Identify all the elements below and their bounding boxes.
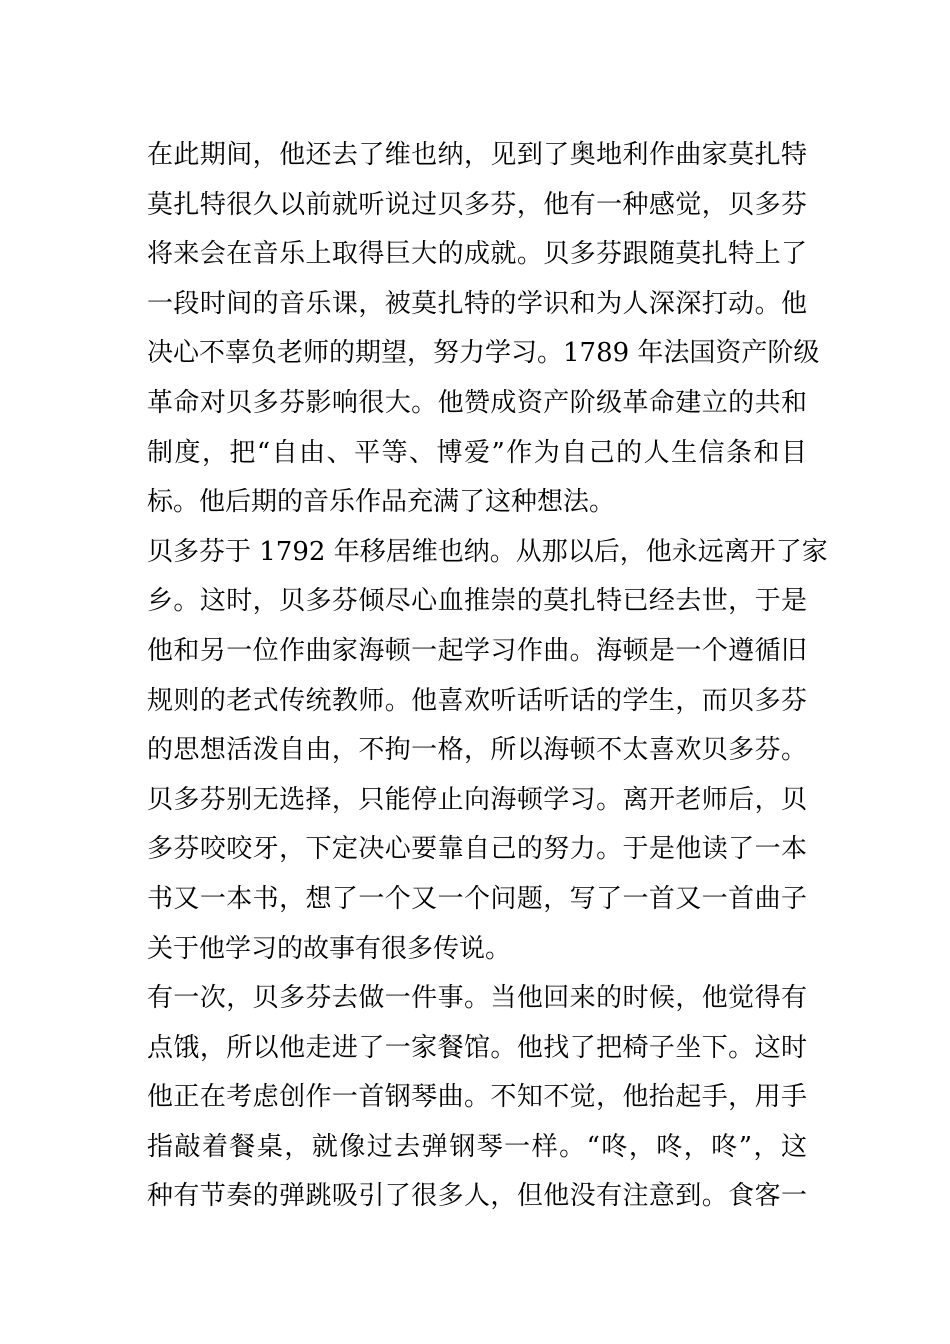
text-line: 标。他后期的音乐作品充满了这种想法。 (147, 487, 616, 518)
text-line: 贝多芬别无选择，只能停止向海顿学习。离开老师后，贝 (147, 784, 807, 815)
text-line: 莫扎特很久以前就听说过贝多芬，他有一种感觉，贝多芬 (147, 189, 807, 220)
text-line: 乡。这时，贝多芬倾尽心血推崇的莫扎特已经去世，于是 (147, 586, 807, 617)
text-line: 关于他学习的故事有很多传说。 (147, 933, 512, 964)
text-line: 一段时间的音乐课，被莫扎特的学识和为人深深打动。他 (147, 288, 807, 319)
text-line: 的思想活泼自由，不拘一格，所以海顿不太喜欢贝多芬。 (147, 735, 807, 766)
text-line: 书又一本书，想了一个又一个问题，写了一首又一首曲子 (147, 883, 807, 914)
text-line: 贝多芬于 1792 年移居维也纳。从那以后，他永远离开了家 (147, 536, 828, 567)
text-line: 规则的老式传统教师。他喜欢听话听话的学生，而贝多芬 (147, 685, 807, 716)
text-line: 制度，把“自由、平等、博爱”作为自己的人生信条和目 (147, 437, 807, 468)
paragraph-2 (147, 528, 828, 974)
paragraph-3 (147, 974, 807, 1222)
paragraph-1 (147, 131, 820, 528)
text-line: 他正在考虑创作一首钢琴曲。不知不觉，他抬起手，用手 (147, 1082, 807, 1113)
text-line: 将来会在音乐上取得巨大的成就。贝多芬跟随莫扎特上了 (147, 239, 807, 270)
body-text (147, 131, 828, 1222)
text-line: 决心不辜负老师的期望，努力学习。1789 年法国资产阶级 (147, 338, 820, 369)
text-line: 指敲着餐桌，就像过去弹钢琴一样。“咚，咚，咚”，这 (147, 1131, 807, 1162)
text-line: 多芬咬咬牙，下定决心要靠自己的努力。于是他读了一本 (147, 834, 807, 865)
text-line: 点饿，所以他走进了一家餐馆。他找了把椅子坐下。这时 (147, 1032, 807, 1063)
text-line: 革命对贝多芬影响很大。他赞成资产阶级革命建立的共和 (147, 387, 807, 418)
text-line: 在此期间，他还去了维也纳，见到了奥地利作曲家莫扎特 (147, 140, 807, 170)
text-line: 有一次，贝多芬去做一件事。当他回来的时候，他觉得有 (147, 983, 807, 1014)
text-line: 种有节奏的弹跳吸引了很多人，但他没有注意到。食客一 (147, 1181, 807, 1212)
text-line: 他和另一位作曲家海顿一起学习作曲。海顿是一个遵循旧 (147, 635, 807, 666)
